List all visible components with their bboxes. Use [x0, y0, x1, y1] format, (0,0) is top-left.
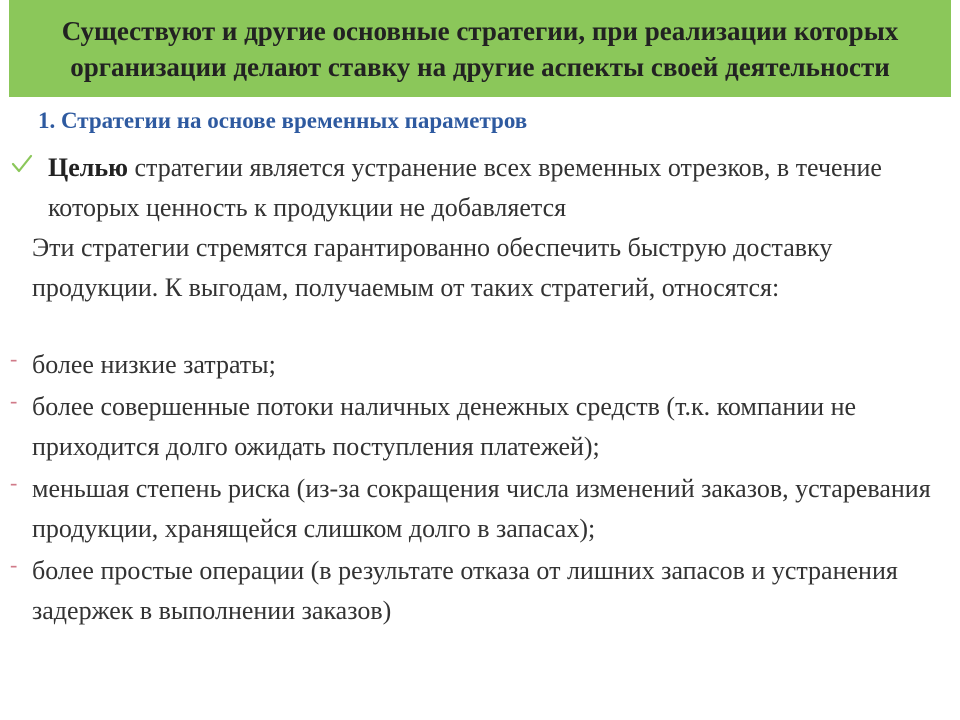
dash-bullet-icon: -: [10, 470, 18, 495]
check-icon: [10, 152, 34, 176]
lead-text: [48, 148, 940, 228]
dash-bullet-icon: -: [10, 346, 18, 371]
list-item-text: более простые операции (в результате отказа от лишних запасов и устранения задержек в выполнении заказов): [32, 556, 898, 625]
dash-bullet-icon: -: [10, 388, 18, 413]
list-item-text: меньшая степень риска (из-за сокращения числа изменений заказов, устаревания продукции, хранящейся слишком долго в запасах);: [32, 474, 931, 543]
lead-rest: стратегии является устранение всех временных отрезков, в течение которых ценность к продукции не добавляется: [48, 153, 882, 222]
benefits-list: [0, 345, 950, 633]
slide-header: [9, 0, 951, 97]
lead-statement: [10, 148, 940, 228]
list-item: [0, 387, 950, 467]
slide-title: Существуют и другие основные стратегии, при реализации которых организации делают ставку на другие аспекты своей деятельности: [61, 15, 899, 82]
section-subheading: 1. Стратегии на основе временных параметров: [38, 108, 528, 133]
list-item-text: более совершенные потоки наличных денежных средств (т.к. компании не приходится долго ожидать поступления платежей);: [32, 392, 857, 461]
list-item-text: более низкие затраты;: [32, 350, 276, 379]
list-item: [0, 469, 950, 549]
lead-bold-word: Целью: [48, 153, 128, 182]
list-item: [0, 551, 950, 631]
list-item: [0, 345, 950, 385]
intro-paragraph: Эти стратегии стремятся гарантированно обеспечить быструю доставку продукции. К выгодам, получаемым от таких стратегий, относятся:: [32, 233, 833, 302]
dash-bullet-icon: -: [10, 552, 18, 577]
